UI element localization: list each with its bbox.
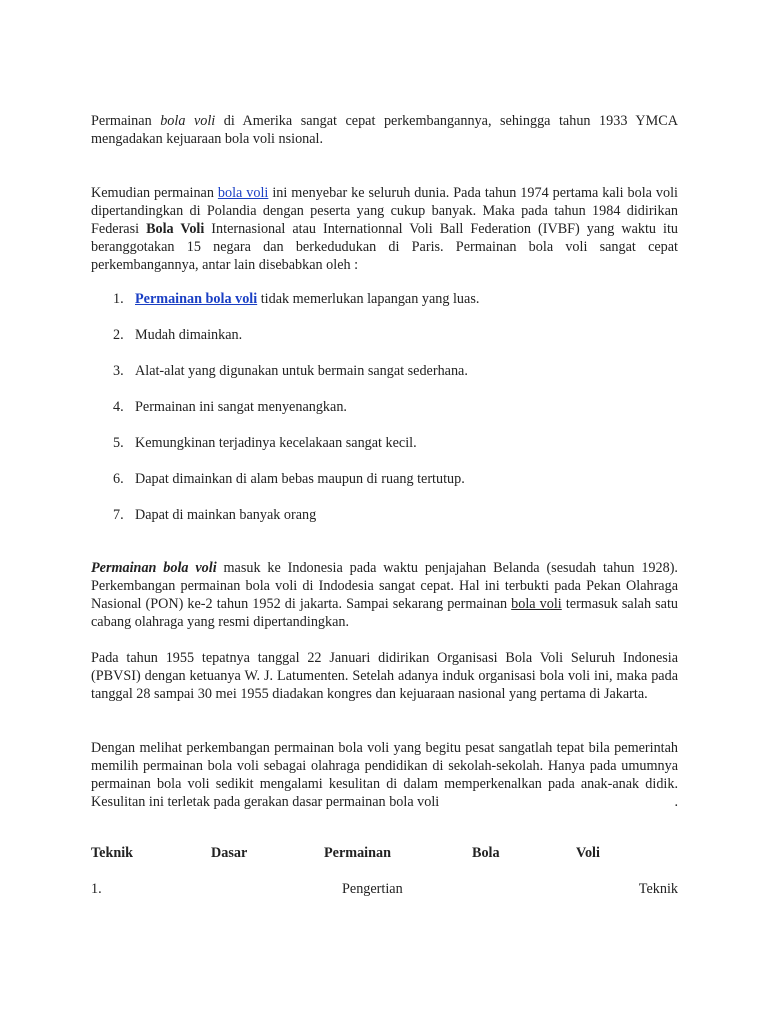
paragraph-pbvsi: Pada tahun 1955 tepatnya tanggal 22 Januari didirikan Organisasi Bola Voli Seluruh Indonesia (PBVSI) dengan ketuanya W. J. Latumenten. Setelah adanya induk organisasi bola voli ini, maka pada tanggal 28 sampai 30 mei 1955 diadakan kongres dan kejuaraan nasional yang pertama di Jakarta. <box>91 650 678 702</box>
heading-word: Voli <box>576 845 600 861</box>
list-number: 2. <box>113 327 124 343</box>
line-word: Teknik <box>638 881 678 897</box>
text: termasuk salah satu cabang olahraga yang resmi dipertandingkan. <box>91 596 678 630</box>
text: Dengan melihat perkembangan permainan bola voli yang begitu pesat sangatlah tepat bila pemerintah memilih permainan bola voli sebagai olahraga pendidikan di sekolah-sekolah. Hanya pada umumnya permainan bola voli sedikit mengalami kesulitan di dalam memperkenalkan pada anak-anak didik. Kesulitan ini terletak pada gerakan dasar permainan bola voli <box>91 740 678 810</box>
permainan-bola-voli-link[interactable]: Permainan bola voli <box>135 291 258 307</box>
subsection-line <box>91 881 678 899</box>
text: tidak memerlukan lapangan yang luas. <box>257 291 480 307</box>
heading-word: Permainan <box>324 845 391 861</box>
text: masuk ke Indonesia pada waktu penjajahan Belanda (sesudah tahun 1928). Perkembangan permainan bola voli di Indodesia sangat cepat. Hal ini terbukti pada Pekan Olahraga Nasional (PON) ke-2 tahun 1952 di jakarta. Sampai sekarang permainan <box>91 560 678 612</box>
list-text: Mudah dimainkan. <box>135 327 243 343</box>
text: Internasional atau Internationnal Voli Ball Federation (IVBF) yang waktu itu beranggotakan 15 negara dan berkedudukan di Paris. Permainan bola voli sangat cepat perkembangannya, antar lain disebabkan oleh : <box>91 221 678 273</box>
list-item <box>91 326 678 362</box>
paragraph-indonesia <box>91 559 678 631</box>
line-number: 1. <box>91 881 102 897</box>
bold-italic-heading: Permainan bola voli <box>91 560 217 576</box>
paragraph-intro <box>91 112 678 148</box>
list-number: 7. <box>113 507 124 523</box>
text: Kemudian permainan <box>91 185 218 201</box>
list-item <box>91 362 678 398</box>
text: di Amerika sangat cepat perkembangannya, sehingga tahun 1933 YMCA mengadakan kejuaraan bola voli nsional. <box>91 113 678 147</box>
list-text: Permainan ini sangat menyenangkan. <box>135 399 347 415</box>
list-text: Kemungkinan terjadinya kecelakaan sangat kecil. <box>135 435 417 451</box>
list-item <box>91 398 678 434</box>
line-word: Pengertian <box>342 881 403 897</box>
paragraph-education <box>91 739 678 811</box>
list-number: 4. <box>113 399 124 415</box>
list-text: Dapat di mainkan banyak orang <box>135 507 317 523</box>
reasons-list <box>91 290 678 542</box>
bola-voli-link[interactable]: bola voli <box>217 185 269 201</box>
list-text <box>135 290 479 308</box>
list-number: 5. <box>113 435 124 451</box>
list-number: 6. <box>113 471 124 487</box>
bold-bola-voli: Bola Voli <box>146 221 205 237</box>
list-item <box>91 470 678 506</box>
list-text: Alat-alat yang digunakan untuk bermain sangat sederhana. <box>135 363 468 379</box>
list-item <box>91 290 678 326</box>
emphasis-bola-voli: bola voli <box>160 113 216 129</box>
heading-word: Teknik <box>91 845 134 861</box>
list-item <box>91 434 678 470</box>
list-number: 3. <box>113 363 124 379</box>
list-item <box>91 506 678 542</box>
list-text: Dapat dimainkan di alam bebas maupun di ruang tertutup. <box>135 471 465 487</box>
heading-word: Dasar <box>211 845 248 861</box>
text: ini menyebar ke seluruh dunia. Pada tahun 1974 pertama kali bola voli dipertandingkan di Polandia dengan peserta yang cukup banyak. Maka pada tahun 1984 didirikan Federasi <box>91 185 678 237</box>
trailing-period: . <box>674 794 678 810</box>
list-number: 1. <box>113 291 124 307</box>
paragraph-history <box>91 184 678 274</box>
bola-voli-link[interactable]: bola voli <box>511 596 562 612</box>
heading-word: Bola <box>472 845 500 861</box>
text: Permainan <box>91 113 161 129</box>
section-heading <box>91 845 678 863</box>
